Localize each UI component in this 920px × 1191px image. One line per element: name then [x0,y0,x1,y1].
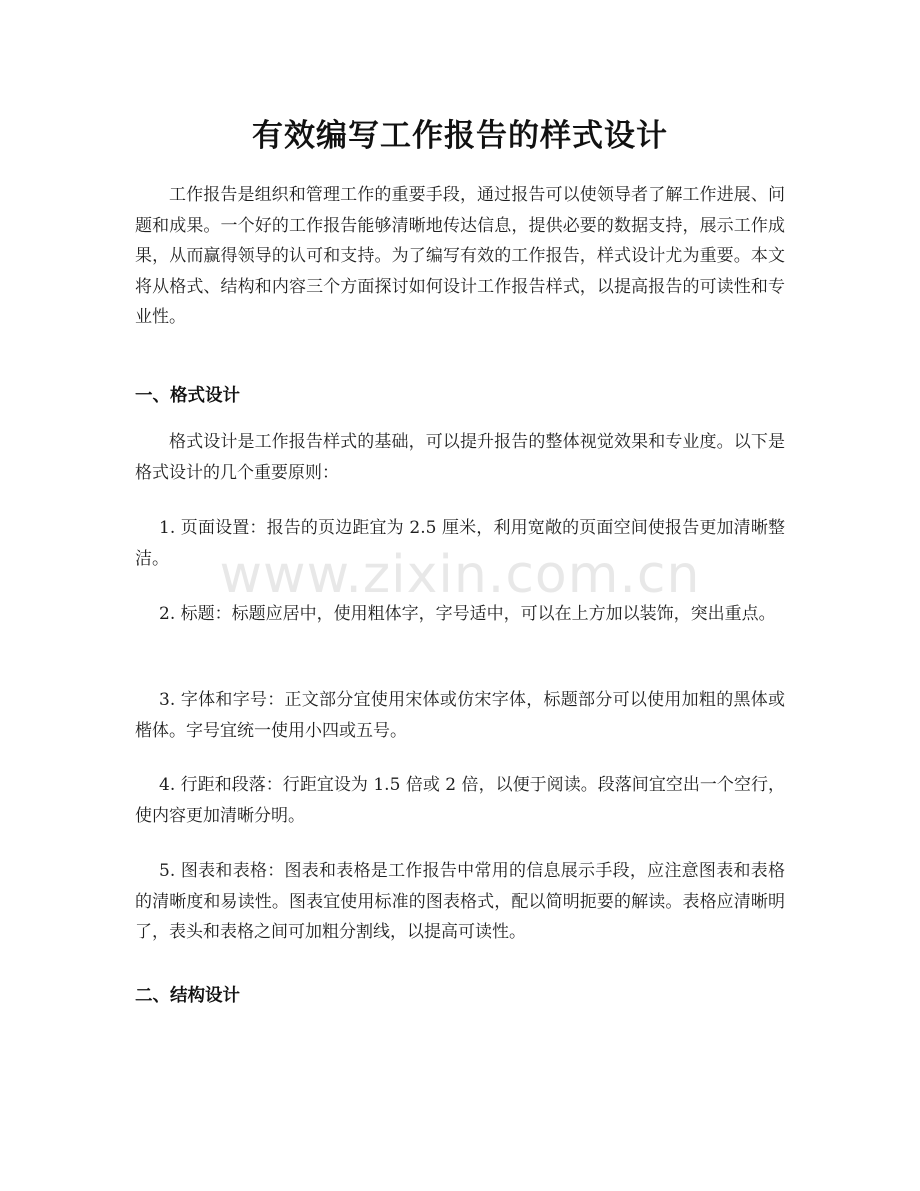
section-heading-structure: 二、结构设计 [135,986,240,1006]
list-item: 4. 行距和段落：行距宜设为 1.5 倍或 2 倍，以便于阅读。段落间宜空出一个空行，使内容更加清晰分明。 [135,775,785,826]
intro-paragraph: 工作报告是组织和管理工作的重要手段，通过报告可以使领导者了解工作进展、问题和成果。一个好的工作报告能够清晰地传达信息，提供必要的数据支持，展示工作成果，从而赢得领导的认可和支持。为了编写有效的工作报告，样式设计尤为重要。本文将从格式、结构和内容三个方面探讨如何设计工作报告样式，以提高报告的可读性和专业性。 [135,185,785,327]
section-heading-format: 一、格式设计 [135,386,240,406]
section-intro-paragraph: 格式设计是工作报告样式的基础，可以提升报告的整体视觉效果和专业度。以下是格式设计的几个重要原则： [135,432,785,483]
list-item: 5. 图表和表格：图表和表格是工作报告中常用的信息展示手段，应注意图表和表格的清晰度和易读性。图表宜使用标准的图表格式，配以简明扼要的解读。表格应清晰明了，表头和表格之间可加粗分割线，以提高可读性。 [135,861,785,942]
list-item: 3. 字体和字号：正文部分宜使用宋体或仿宋字体，标题部分可以使用加粗的黑体或楷体。字号宜统一使用小四或五号。 [135,690,785,741]
list-item: 2. 标题：标题应居中，使用粗体字，字号适中，可以在上方加以装饰，突出重点。 [159,604,776,624]
document-title: 有效编写工作报告的样式设计 [252,118,668,154]
list-item: 1. 页面设置：报告的页边距宜为 2.5 厘米，利用宽敞的页面空间使报告更加清晰整洁。 [135,518,785,569]
watermark: www.zixin.com.cn [219,545,701,605]
